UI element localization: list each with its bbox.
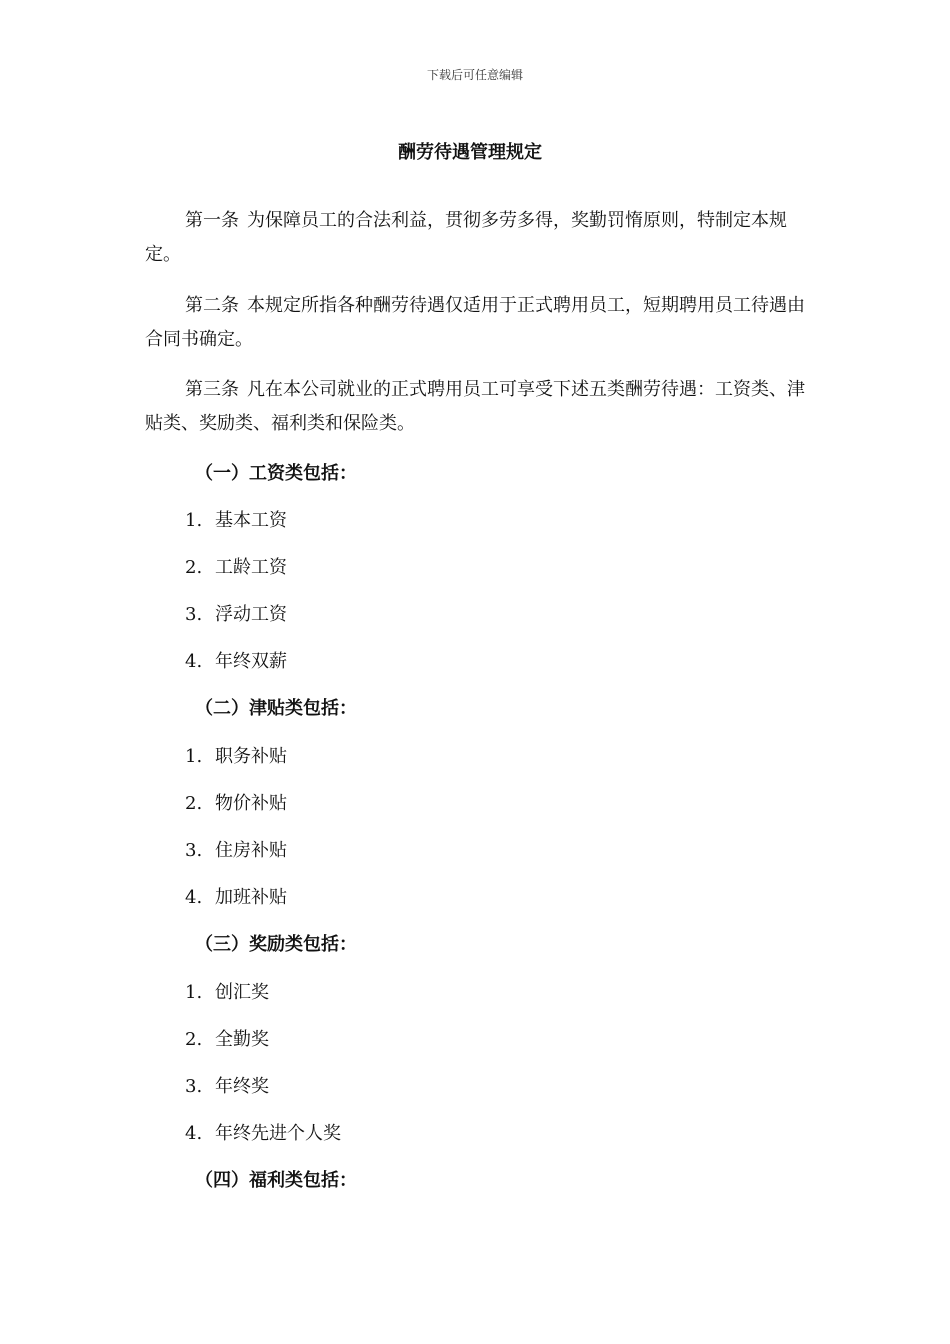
item-text: 物价补贴	[215, 793, 287, 814]
item-number: 4.	[185, 651, 203, 672]
item-text: 工龄工资	[215, 557, 287, 578]
list-item	[185, 839, 287, 863]
list-item	[185, 886, 287, 910]
item-number: 4.	[185, 887, 203, 908]
item-text: 年终奖	[215, 1076, 269, 1097]
list-item	[185, 556, 287, 580]
article-label: 第三条	[185, 379, 239, 400]
list-item	[185, 981, 269, 1005]
section-heading-wages: （一）工资类包括：	[195, 463, 357, 484]
article-text: 本规定所指各种酬劳待遇仅适用于正式聘用员工，短期聘用员工待遇由合同书确定。	[145, 295, 805, 350]
item-number: 3.	[185, 840, 203, 861]
document-title: 酬劳待遇管理规定	[398, 142, 542, 163]
list-item	[185, 603, 287, 627]
article-2	[145, 289, 807, 357]
header-note: 下载后可任意编辑	[426, 68, 523, 82]
article-1	[145, 204, 807, 272]
article-text: 为保障员工的合法利益，贯彻多劳多得，奖勤罚惰原则，特制定本规定。	[145, 210, 787, 265]
item-number: 2.	[185, 1029, 203, 1050]
list-item	[185, 1028, 269, 1052]
item-number: 1.	[185, 982, 203, 1003]
section-heading-bonuses: （三）奖励类包括：	[195, 934, 357, 955]
item-number: 1.	[185, 746, 203, 767]
item-text: 浮动工资	[215, 604, 287, 625]
item-text: 年终先进个人奖	[215, 1123, 341, 1144]
article-text: 凡在本公司就业的正式聘用员工可享受下述五类酬劳待遇：工资类、津贴类、奖励类、福利类和保险类。	[145, 379, 805, 434]
list-item	[185, 1122, 341, 1146]
item-text: 全勤奖	[215, 1029, 269, 1050]
article-label: 第一条	[185, 210, 239, 231]
item-text: 住房补贴	[215, 840, 287, 861]
item-text: 年终双薪	[215, 651, 287, 672]
item-number: 2.	[185, 557, 203, 578]
item-text: 创汇奖	[215, 982, 269, 1003]
item-text: 加班补贴	[215, 887, 287, 908]
list-item	[185, 745, 287, 769]
section-heading-welfare: （四）福利类包括：	[195, 1170, 357, 1191]
item-number: 4.	[185, 1123, 203, 1144]
list-item	[185, 792, 287, 816]
list-item	[185, 1075, 269, 1099]
item-text: 职务补贴	[215, 746, 287, 767]
item-number: 2.	[185, 793, 203, 814]
item-number: 3.	[185, 604, 203, 625]
list-item	[185, 650, 287, 674]
item-text: 基本工资	[215, 510, 287, 531]
article-3	[145, 373, 807, 441]
article-label: 第二条	[185, 295, 239, 316]
list-item	[185, 509, 287, 533]
item-number: 3.	[185, 1076, 203, 1097]
item-number: 1.	[185, 510, 203, 531]
section-heading-allowances: （二）津贴类包括：	[195, 698, 357, 719]
